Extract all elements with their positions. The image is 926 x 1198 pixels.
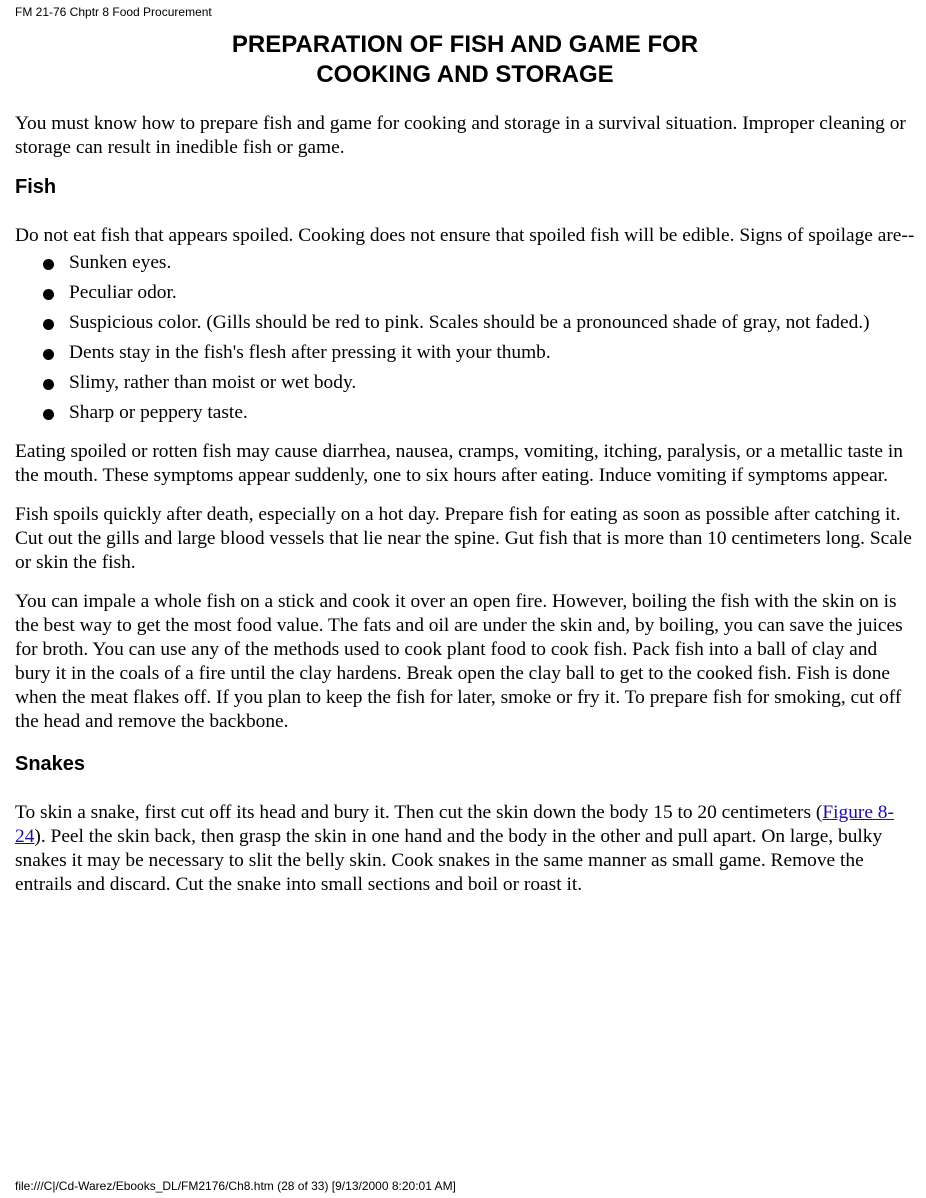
page-title-line-2: COOKING AND STORAGE (316, 61, 614, 88)
page-title-line-1: PREPARATION OF FISH AND GAME FOR (231, 31, 699, 58)
bullet-icon (43, 409, 54, 420)
snakes-text-after-link: ). Peel the skin back, then grasp the skin in one hand and the body in the other and pull apart. On large, bulky snakes it may be necessary to slit the belly skin. Cook snakes in the same manner as small game. Remove the entrails and discard. Cut the snake into small sections and boil or roast it. (15, 826, 883, 895)
list-item (15, 311, 915, 335)
snakes-paragraph-1 (15, 801, 915, 897)
document-content (15, 30, 915, 912)
page-header: FM 21-76 Chptr 8 Food Procurement (15, 5, 212, 19)
list-item-text: Sunken eyes. (69, 252, 172, 273)
spoilage-signs-list (15, 251, 915, 425)
fish-paragraph-2: Eating spoiled or rotten fish may cause diarrhea, nausea, cramps, vomiting, itching, paralysis, or a metallic taste in the mouth. These symptoms appear suddenly, one to six hours after eating. Induce vomiting if symptoms appear. (15, 441, 903, 486)
section-heading-fish: Fish (15, 176, 57, 198)
fish-paragraph-1: Do not eat fish that appears spoiled. Cooking does not ensure that spoiled fish will be edible. Signs of spoilage are-- (15, 225, 915, 246)
fish-paragraph-4: You can impale a whole fish on a stick and cook it over an open fire. However, boiling the fish with the skin on is the best way to get the most food value. The fats and oil are under the skin and, by boiling, you can save the juices for broth. You can use any of the methods used to cook plant food to cook fish. Pack fish into a ball of clay and bury it in the coals of a fire until the clay hardens. Break open the clay ball to get to the cooked fish. Fish is done when the meat flakes off. If you plan to keep the fish for later, smoke or fry it. To prepare fish for smoking, cut off the head and remove the backbone. (15, 591, 903, 732)
list-item (15, 371, 915, 395)
bullet-icon (43, 349, 54, 360)
list-item-text: Suspicious color. (Gills should be red to pink. Scales should be a pronounced shade of gray, not faded.) (69, 312, 870, 333)
figure-8-24-link[interactable]: Figure 8-24 (15, 802, 894, 847)
bullet-icon (43, 319, 54, 330)
list-item (15, 341, 915, 365)
fish-paragraph-3: Fish spoils quickly after death, especially on a hot day. Prepare fish for eating as soon as possible after catching it. Cut out the gills and large blood vessels that lie near the spine. Gut fish that is more than 10 centimeters long. Scale or skin the fish. (15, 504, 912, 573)
bullet-icon (43, 379, 54, 390)
snakes-text-before-link: To skin a snake, first cut off its head and bury it. Then cut the skin down the body 15 to 20 centimeters ( (15, 802, 823, 823)
list-item-text: Slimy, rather than moist or wet body. (69, 372, 357, 393)
bullet-icon (43, 259, 54, 270)
list-item-text: Peculiar odor. (69, 282, 177, 303)
list-item-text: Sharp or peppery taste. (69, 402, 248, 423)
list-item (15, 281, 915, 305)
list-item (15, 251, 915, 275)
list-item (15, 401, 915, 425)
page-title (15, 30, 915, 90)
bullet-icon (43, 289, 54, 300)
page-footer: file:///C|/Cd-Warez/Ebooks_DL/FM2176/Ch8.htm (28 of 33) [9/13/2000 8:20:01 AM] (15, 1179, 456, 1193)
intro-paragraph: You must know how to prepare fish and game for cooking and storage in a survival situation. Improper cleaning or storage can result in inedible fish or game. (15, 113, 906, 158)
section-heading-snakes: Snakes (15, 753, 86, 775)
list-item-text: Dents stay in the fish's flesh after pressing it with your thumb. (69, 342, 551, 363)
